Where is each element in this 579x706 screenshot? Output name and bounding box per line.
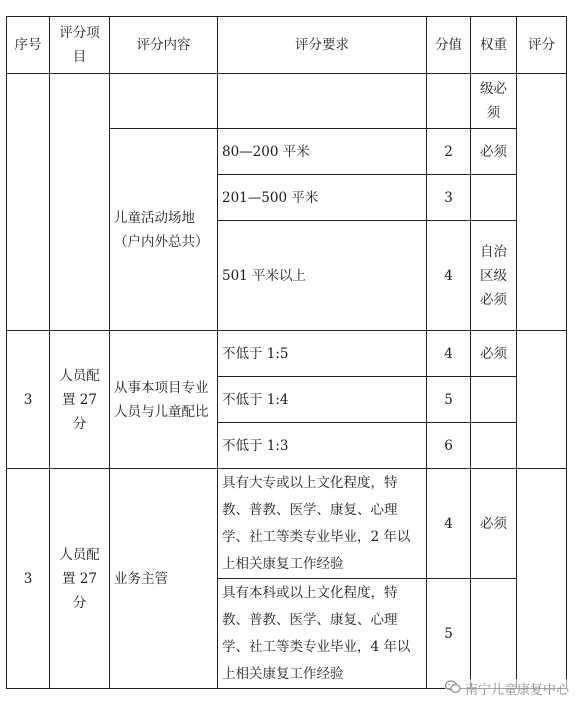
header-rating: 评分 [517,17,567,74]
cell-requirement-empty [218,74,427,129]
header-weight: 权重 [471,17,517,74]
cell-score: 6 [427,423,471,469]
cell-rating [517,74,567,331]
header-no: 序号 [7,17,50,74]
cell-item: 人员配置 27 分 [50,331,110,469]
cell-requirement: 不低于 1:4 [218,377,427,423]
header-content: 评分内容 [110,17,218,74]
cell-requirement: 不低于 1:3 [218,423,427,469]
cell-no: 3 [7,469,50,689]
cell-item-empty [50,74,110,331]
cell-weight-empty [471,175,517,221]
cell-weight: 自治区级必须 [471,221,517,331]
cell-no: 3 [7,331,50,469]
table-row [7,74,567,129]
cell-requirement: 具有本科或以上文化程度，特教、普教、医学、康复、心理学、社工等类专业毕业，4 年以上相关康复工作经验 [218,579,427,689]
cell-rating [517,331,567,469]
header-item: 评分项目 [50,17,110,74]
watermark [445,679,569,698]
cell-score-empty [427,74,471,129]
cell-score: 4 [427,221,471,331]
cell-item: 人员配置 27 分 [50,469,110,689]
cell-score: 4 [427,469,471,579]
cell-requirement: 不低于 1:5 [218,331,427,377]
header-score: 分值 [427,17,471,74]
cell-score: 3 [427,175,471,221]
cell-content-staff: 从事本项目专业人员与儿童配比 [110,331,218,469]
header-requirement: 评分要求 [218,17,427,74]
cell-rating [517,469,567,689]
cell-requirement: 80—200 平米 [218,129,427,175]
cell-weight: 必须 [471,331,517,377]
wechat-icon [445,680,461,698]
cell-weight: 必须 [471,469,517,579]
scoring-table [6,16,567,689]
cell-score: 4 [427,331,471,377]
cell-requirement: 501 平米以上 [218,221,427,331]
header-row [7,17,567,74]
cell-weight: 必须 [471,129,517,175]
cell-weight: 级必须 [471,74,517,129]
table-row [7,469,567,579]
cell-score: 5 [427,579,471,689]
cell-content-site: 儿童活动场地（户内外总共） [110,129,218,331]
cell-weight-empty [471,579,517,689]
cell-score: 2 [427,129,471,175]
cell-weight-empty [471,377,517,423]
watermark-text: 南宁儿童康复中心 [464,683,569,698]
cell-requirement: 具有大专或以上文化程度，特教、普教、医学、康复、心理学、社工等类专业毕业，2 年以上相关康复工作经验 [218,469,427,579]
cell-no-empty [7,74,50,331]
cell-content-director: 业务主管 [110,469,218,689]
cell-requirement: 201—500 平米 [218,175,427,221]
cell-weight-empty [471,423,517,469]
table-row [7,331,567,377]
cell-content-empty [110,74,218,129]
cell-score: 5 [427,377,471,423]
